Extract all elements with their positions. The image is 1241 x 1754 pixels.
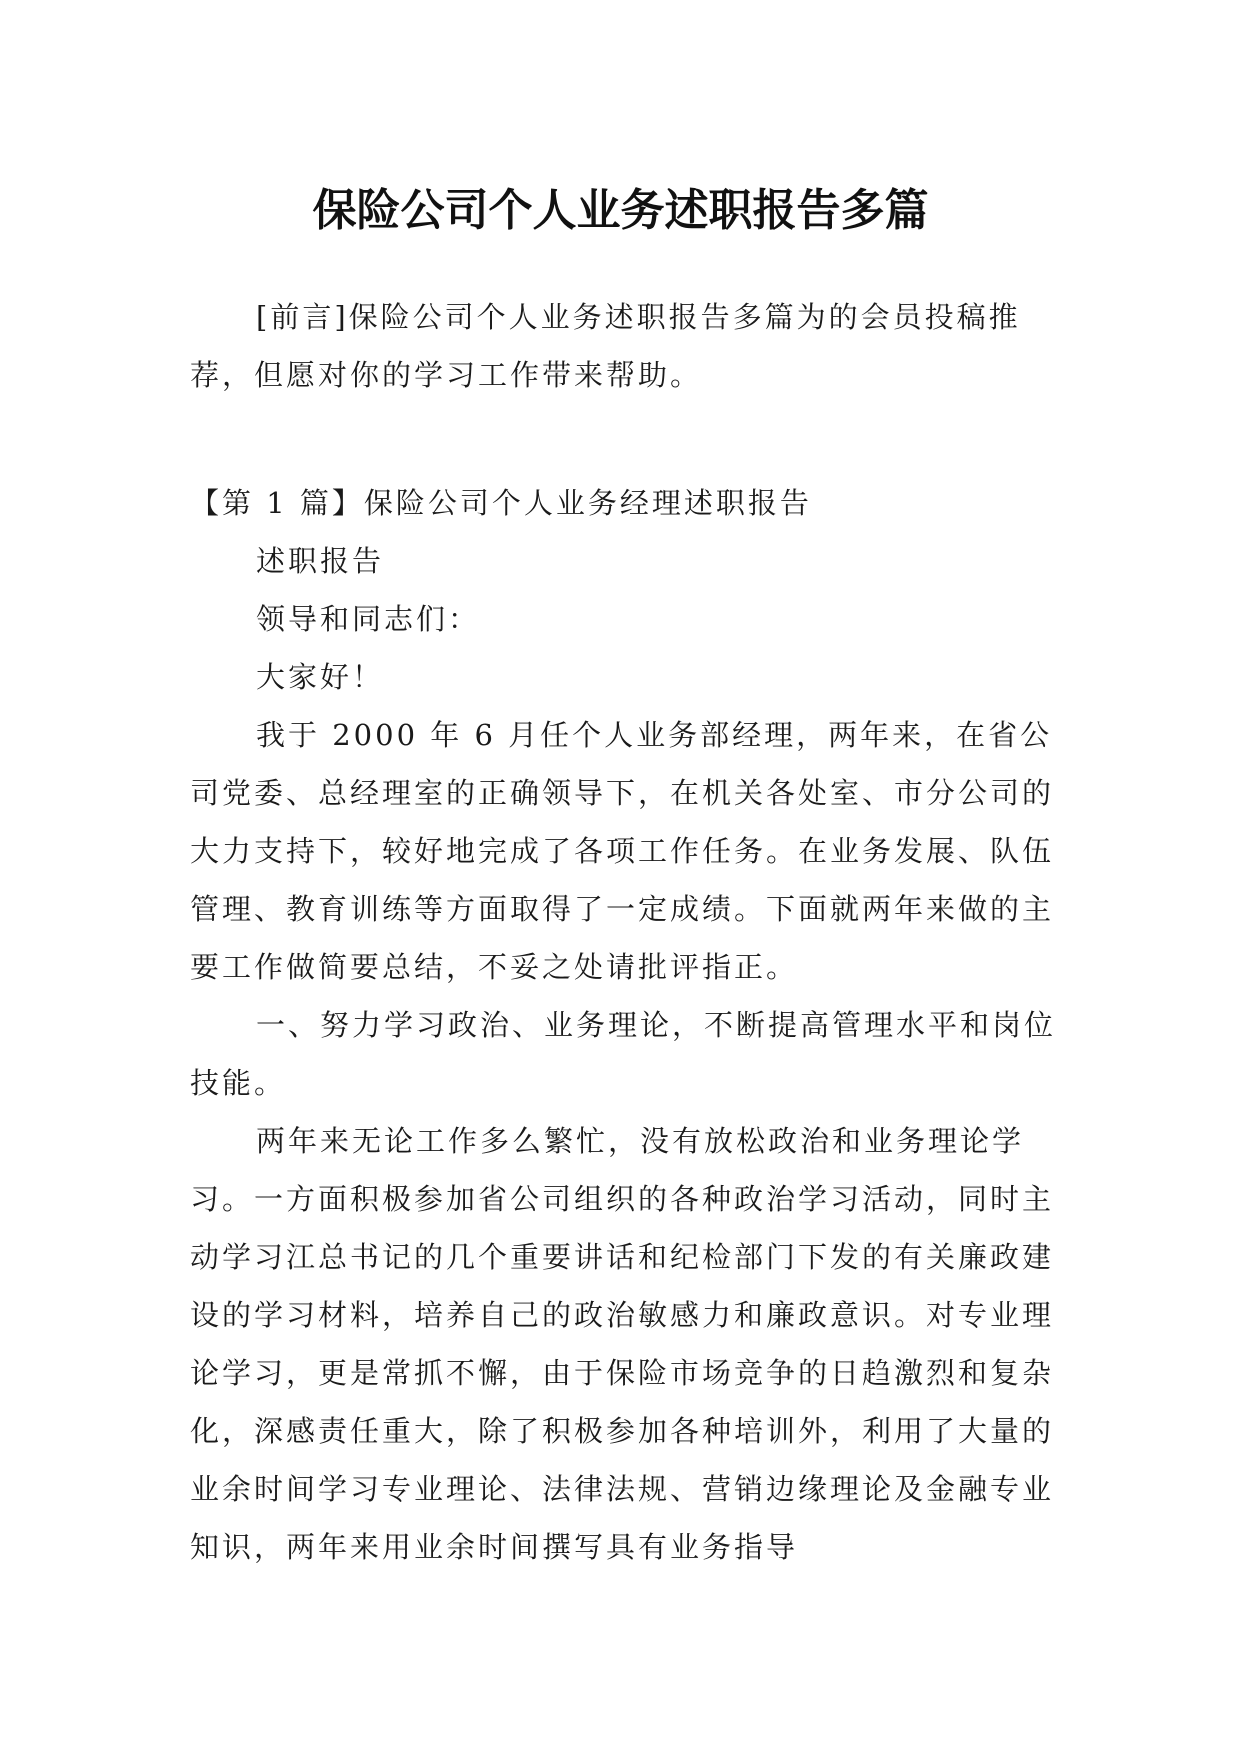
report-heading: 述职报告 — [256, 544, 385, 578]
document-body — [190, 288, 1070, 1576]
section-heading: 【第 1 篇】保险公司个人业务经理述职报告 — [190, 486, 812, 520]
preface-paragraph: [前言]保险公司个人业务述职报告多篇为的会员投稿推荐，但愿对你的学习工作带来帮助。 — [190, 300, 1021, 392]
document-title: 保险公司个人业务述职报告多篇 — [312, 185, 929, 237]
body-paragraph: 两年来无论工作多么繁忙，没有放松政治和业务理论学习。一方面积极参加省公司组织的各种政治学习活动，同时主动学习江总书记的几个重要讲话和纪检部门下发的有关廉政建设的学习材料，培养自己的政治敏感力和廉政意识。对专业理论学习，更是常抓不懈，由于保险市场竞争的日趋激烈和复杂化，深感责任重大，除了积极参加各种培训外，利用了大量的业余时间学习专业理论、法律法规、营销边缘理论及金融专业知识，两年来用业余时间撰写具有业务指导 — [190, 1124, 1055, 1564]
subsection-heading: 一、努力学习政治、业务理论，不断提高管理水平和岗位技能。 — [190, 1008, 1057, 1100]
body-paragraph: 我于 2000 年 6 月任个人业务部经理，两年来，在省公司党委、总经理室的正确领导下，在机关各处室、市分公司的大力支持下，较好地完成了各项工作任务。在业务发展、队伍管理、教育训练等方面取得了一定成绩。下面就两年来做的主要工作做简要总结，不妥之处请批评指正。 — [190, 718, 1055, 984]
salutation: 领导和同志们： — [256, 602, 481, 636]
greeting: 大家好！ — [256, 660, 385, 694]
